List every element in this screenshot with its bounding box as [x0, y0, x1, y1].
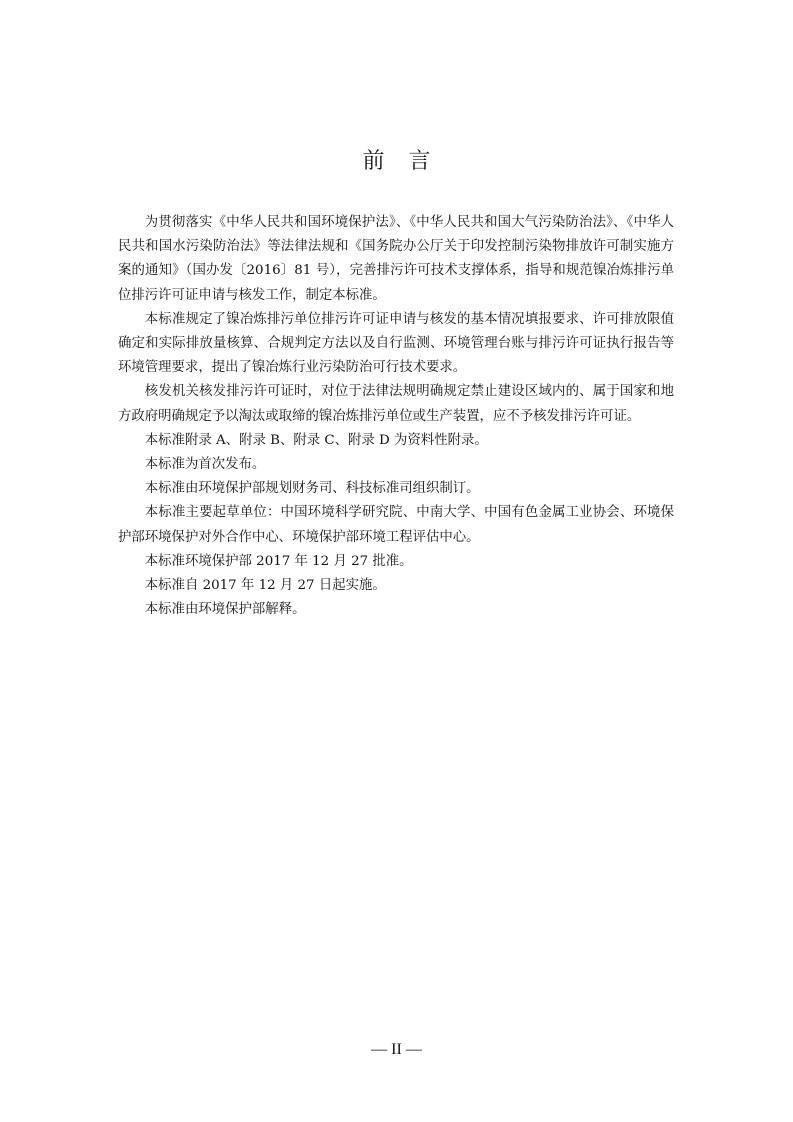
paragraph-3: 核发机关核发排污许可证时，对位于法律法规明确规定禁止建设区域内的、属于国家和地方政府明确规定予以淘汰或取缔的镍冶炼排污单位或生产装置，应不予核发排污许可证。	[118, 384, 674, 424]
page-number: — II —	[371, 1041, 422, 1058]
page-title: 前言	[362, 149, 455, 174]
paragraph-7: 本标准主要起草单位：中国环境科学研究院、中南大学、中国有色金属工业协会、环境保护部环境保护对外合作中心、环境保护部环境工程评估中心。	[118, 505, 674, 545]
paragraph-8: 本标准环境保护部 2017 年 12 月 27 批准。	[144, 553, 413, 569]
paragraph-10: 本标准由环境保护部解释。	[144, 602, 306, 618]
paragraph-1: 为贯彻落实《中华人民共和国环境保护法》、《中华人民共和国大气污染防治法》、《中华人民共和国水污染防治法》等法律法规和《国务院办公厅关于印发控制污染物排放许可制实施方案的通知》（国办发〔2016〕81 号），完善排污许可技术支撑体系，指导和规范镍冶炼排污单位排污许可证申请与核发工作，制定本标准。	[118, 215, 674, 303]
paragraph-5: 本标准为首次发布。	[144, 457, 266, 473]
paragraph-4: 本标准附录 A、附录 B、附录 C、附录 D 为资料性附录。	[144, 432, 488, 448]
paragraph-9: 本标准自 2017 年 12 月 27 日起实施。	[144, 578, 386, 594]
paragraph-2: 本标准规定了镍冶炼排污单位排污许可证申请与核发的基本情况填报要求、许可排放限值确定和实际排放量核算、合规判定方法以及自行监测、环境管理台账与排污许可证执行报告等环境管理要求，提出了镍冶炼行业污染防治可行技术要求。	[118, 311, 674, 376]
preface-body	[118, 211, 674, 622]
paragraph-6: 本标准由环境保护部规划财务司、科技标准司组织制订。	[144, 481, 480, 497]
